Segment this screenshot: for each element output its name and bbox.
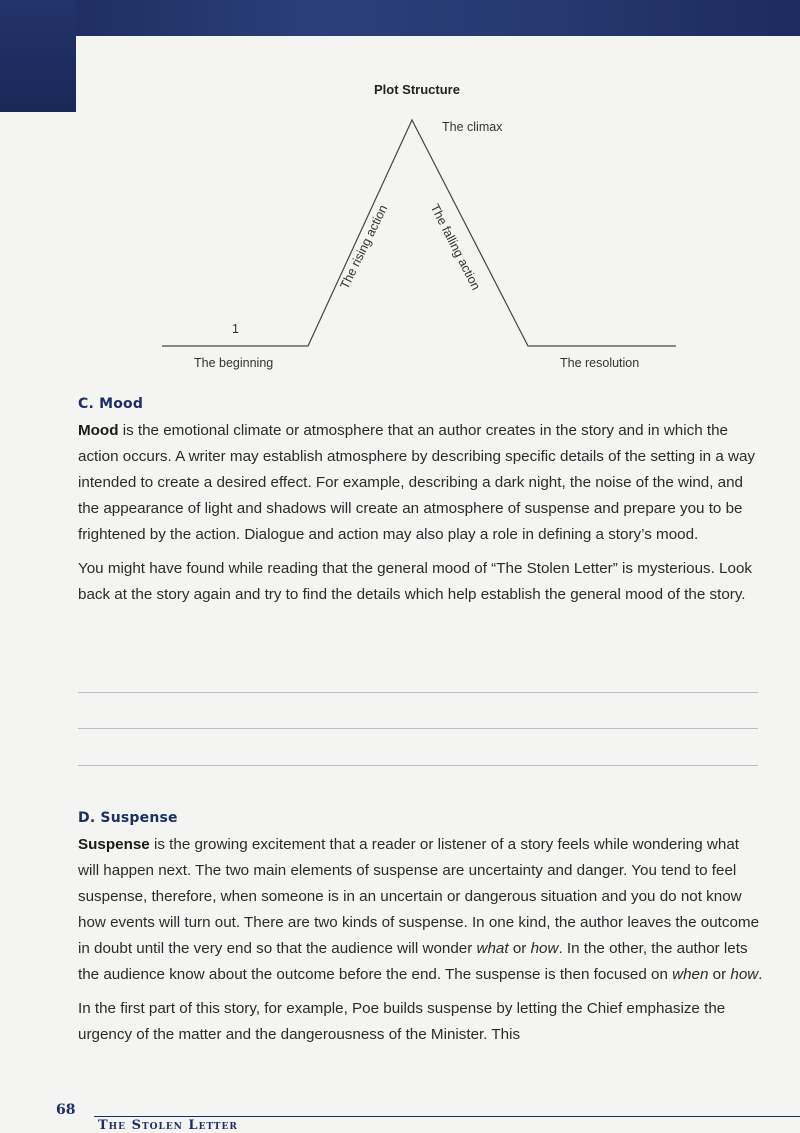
emphasis-what: what [476,940,509,957]
suspense-term: Suspense [78,836,150,853]
emphasis-how-2: how [730,966,759,983]
mood-definition: is the emotional climate or atmosphere that an author creates in the story and in which the action occurs. A writer may establish atmosphere by describing specific details of the setting in a way intended to create a desired effect. For example, describing a dark night, the noise of the wind, and the appearance of light and shadows will create an atmosphere of suspense and prepare you to be frightened by the action. Dialogue and action may also play a role in defining a story’s mood. [78,422,756,543]
text-period: . [758,966,763,983]
header-band [0,0,800,36]
mood-section [78,396,764,608]
suspense-paragraph-1 [78,832,764,988]
suspense-section [78,810,764,1048]
rising-action-label: The rising action [337,202,391,292]
plot-structure-lines [0,70,800,380]
climax-label: The climax [442,120,503,134]
answer-line-3[interactable] [78,765,758,766]
mood-paragraph-1 [78,418,764,548]
plot-structure-diagram [0,70,800,380]
text-or-2: or [708,966,731,983]
answer-line-2[interactable] [78,728,758,729]
falling-action-label: The falling action [427,201,483,293]
emphasis-how-1: how [530,940,559,957]
mood-term: Mood [78,422,119,439]
suspense-paragraph-2: In the first part of this story, for example, Poe builds suspense by letting the Chief emphasize the urgency of the matter and the dangerousness of the Minister. This [78,1000,726,1043]
resolution-label: The resolution [560,356,640,370]
page-number: 68 [56,1102,76,1118]
suspense-definition-b: . In the other, the author lets the audience know about the outcome before the end. The suspense is then focused on [78,940,748,983]
plot-line [162,120,676,346]
footer-rule [94,1116,800,1117]
answer-line-1[interactable] [78,692,758,693]
beginning-label: The beginning [194,356,274,370]
diagram-title: Plot Structure [374,82,460,97]
footer-book-title: The Stolen Letter [98,1118,238,1133]
mood-heading: C. Mood [78,396,144,412]
mood-paragraph-2: You might have found while reading that the general mood of “The Stolen Letter” is mysterious. Look back at the story again and try to find the details which help establish the general mood of the story. [78,560,752,603]
suspense-heading: D. Suspense [78,810,178,826]
beginning-marker: 1 [232,322,239,336]
emphasis-when: when [672,966,709,983]
suspense-definition-a: is the growing excitement that a reader or listener of a story feels while wondering what will happen next. The two main elements of suspense are uncertainty and danger. You tend to feel suspense, therefore, when someone is in an uncertain or dangerous situation and you do not know how events will turn out. There are two kinds of suspense. In one kind, the author leaves the outcome in doubt until the very end so that the audience will wonder [78,836,760,957]
text-or-1: or [508,940,531,957]
